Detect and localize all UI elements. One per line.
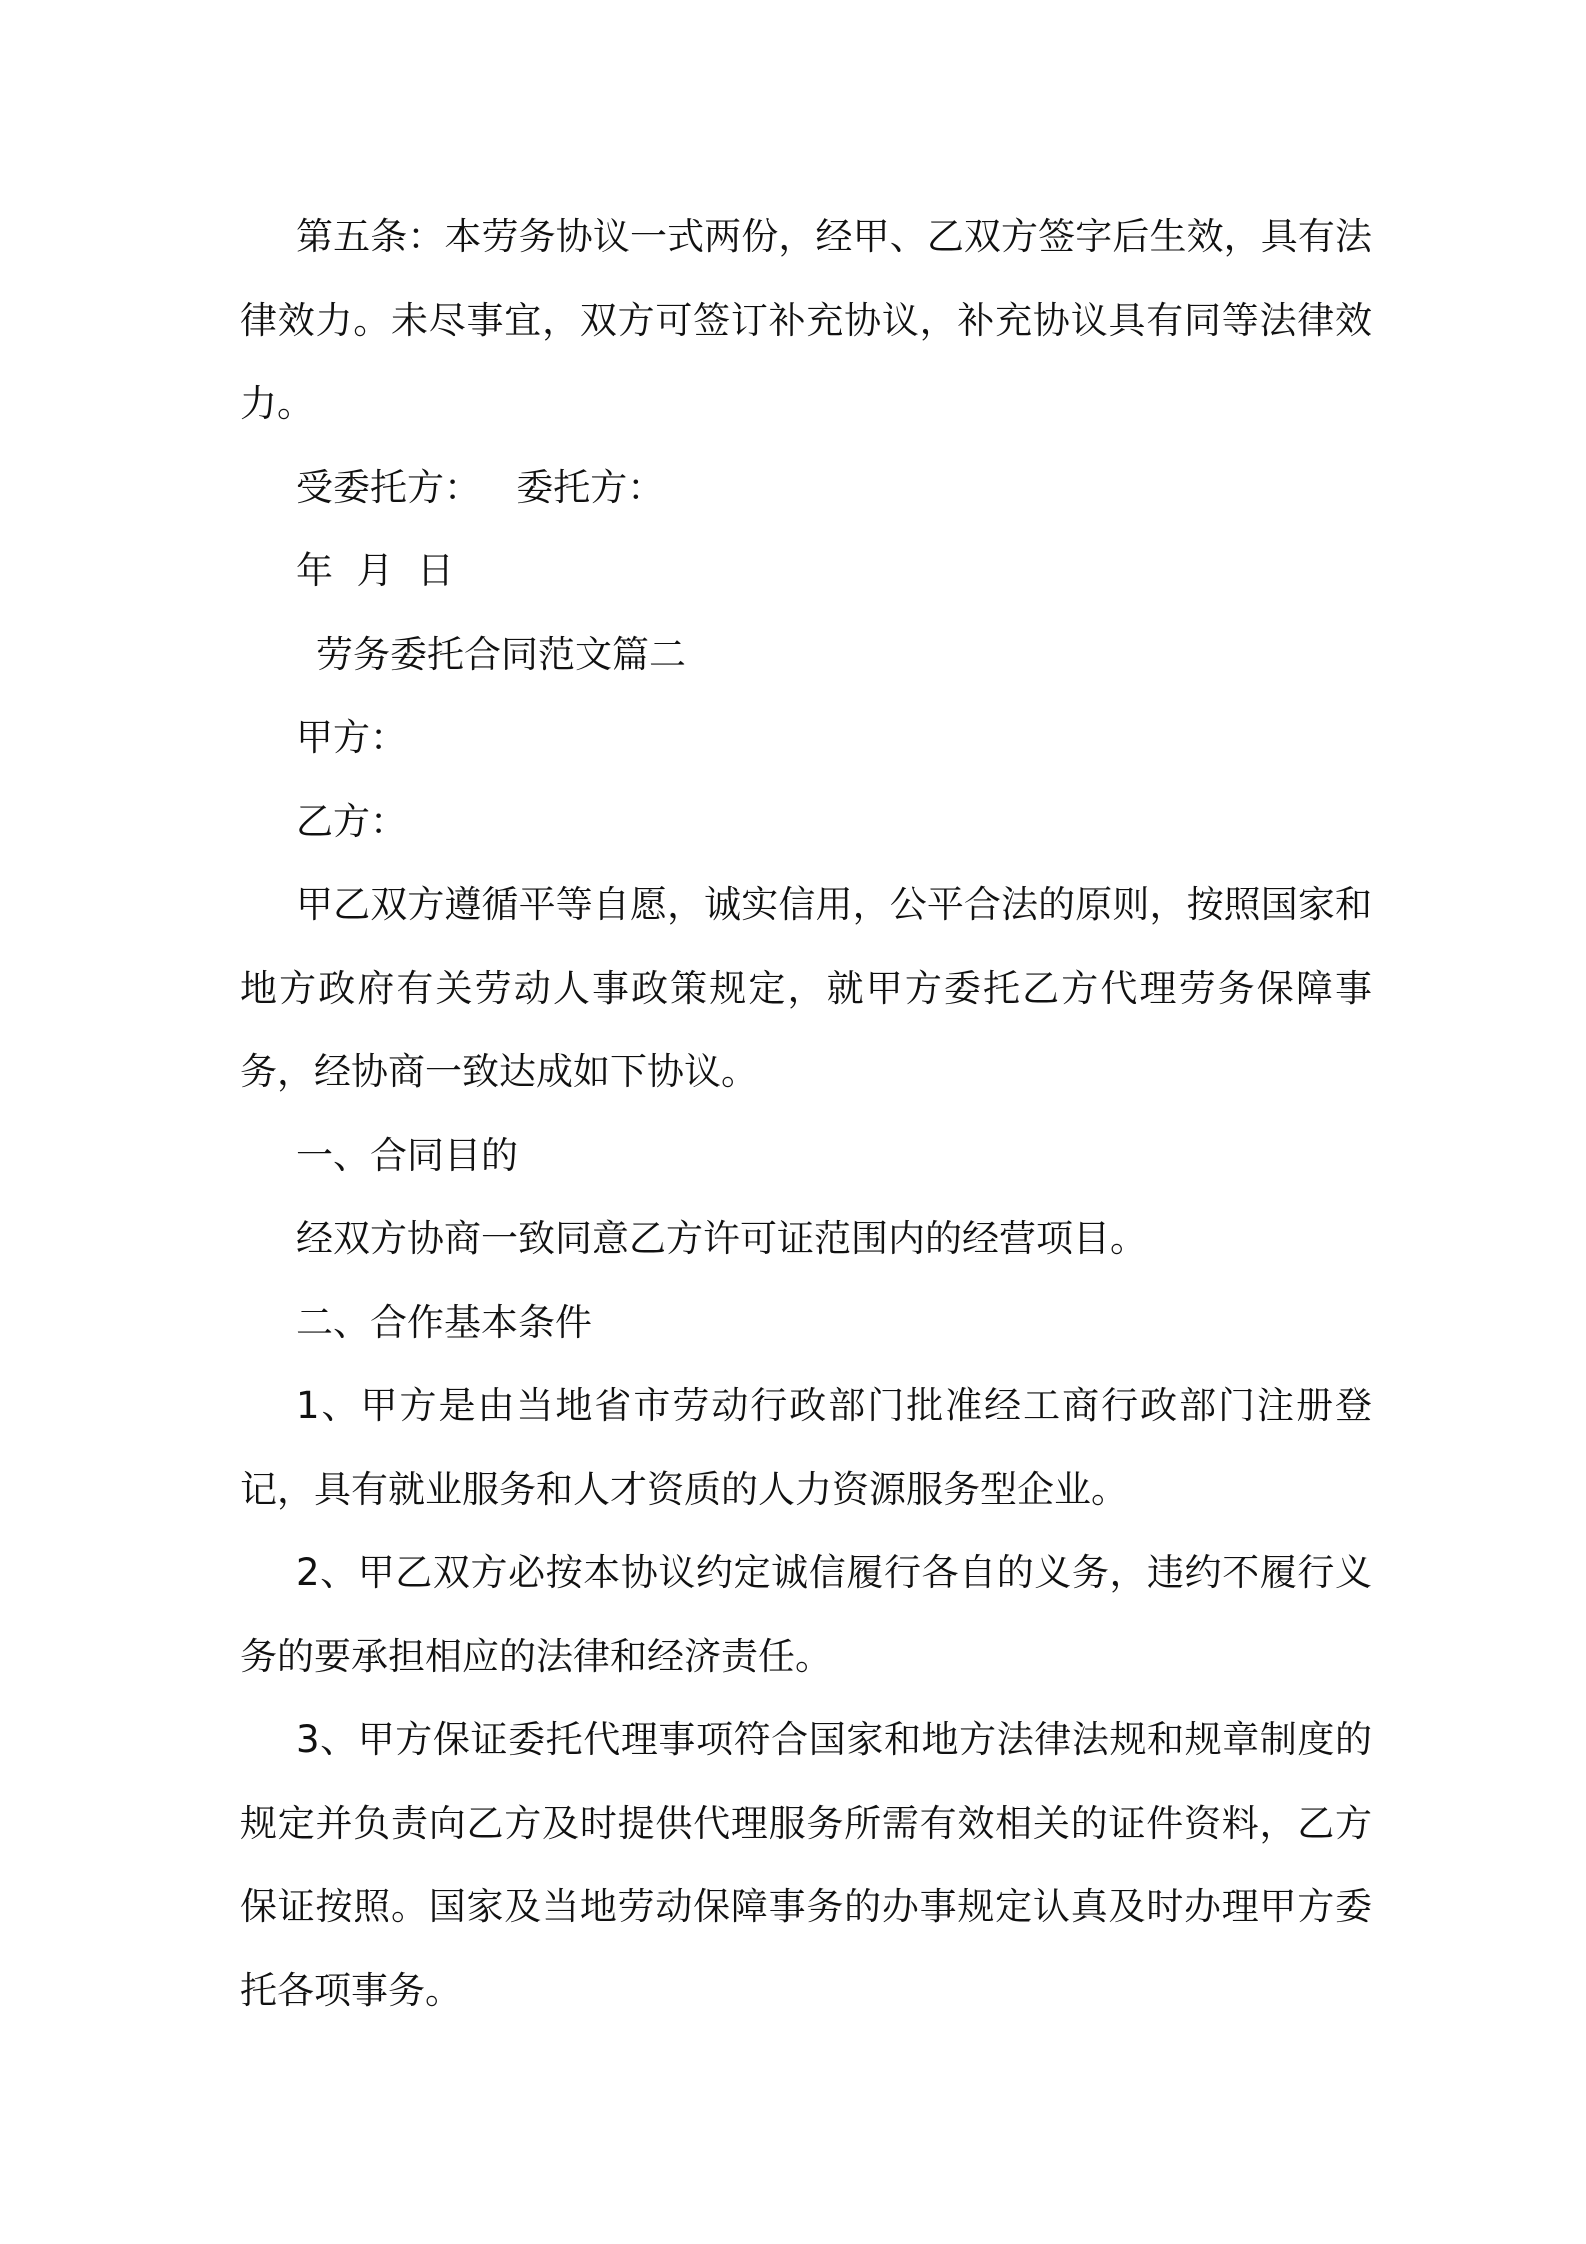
party-b-label: 乙方：	[296, 799, 407, 843]
intro-paragraph: 甲乙双方遵循平等自愿，诚实信用，公平合法的原则，按照国家和地方政府有关劳动人事政策规定，就甲方委托乙方代理劳务保障事务，经协商一致达成如下协议。	[240, 883, 1372, 1093]
signature-line: 受委托方： 委托方：	[296, 465, 665, 509]
document-body	[240, 195, 1372, 2032]
purpose-paragraph: 经双方协商一致同意乙方许可证范围内的经营项目。	[296, 1217, 1147, 1260]
date-line: 年 月 日	[296, 549, 455, 592]
section-title: 劳务委托合同范文篇二	[316, 632, 686, 676]
clause-3-paragraph: 3、甲方保证委托代理事项符合国家和地方法律法规和规章制度的规定并负责向乙方及时提供代理服务所需有效相关的证件资料，乙方保证按照。国家及当地劳动保障事务的办事规定认真及时办理甲方委托各项事务。	[240, 1718, 1372, 2012]
party-a-label: 甲方：	[296, 716, 407, 759]
heading-contract-purpose: 一、合同目的	[296, 1133, 518, 1177]
article-5-paragraph: 第五条：本劳务协议一式两份，经甲、乙双方签字后生效，具有法律效力。未尽事宜，双方可签订补充协议，补充协议具有同等法律效力。	[240, 215, 1372, 425]
clause-2-paragraph: 2、甲乙双方必按本协议约定诚信履行各自的义务，违约不履行义务的要承担相应的法律和经济责任。	[240, 1551, 1372, 1678]
heading-basic-conditions: 二、合作基本条件	[296, 1300, 592, 1344]
clause-1-paragraph: 1、甲方是由当地省市劳动行政部门批准经工商行政部门注册登记，具有就业服务和人才资质的人力资源服务型企业。	[240, 1384, 1372, 1511]
